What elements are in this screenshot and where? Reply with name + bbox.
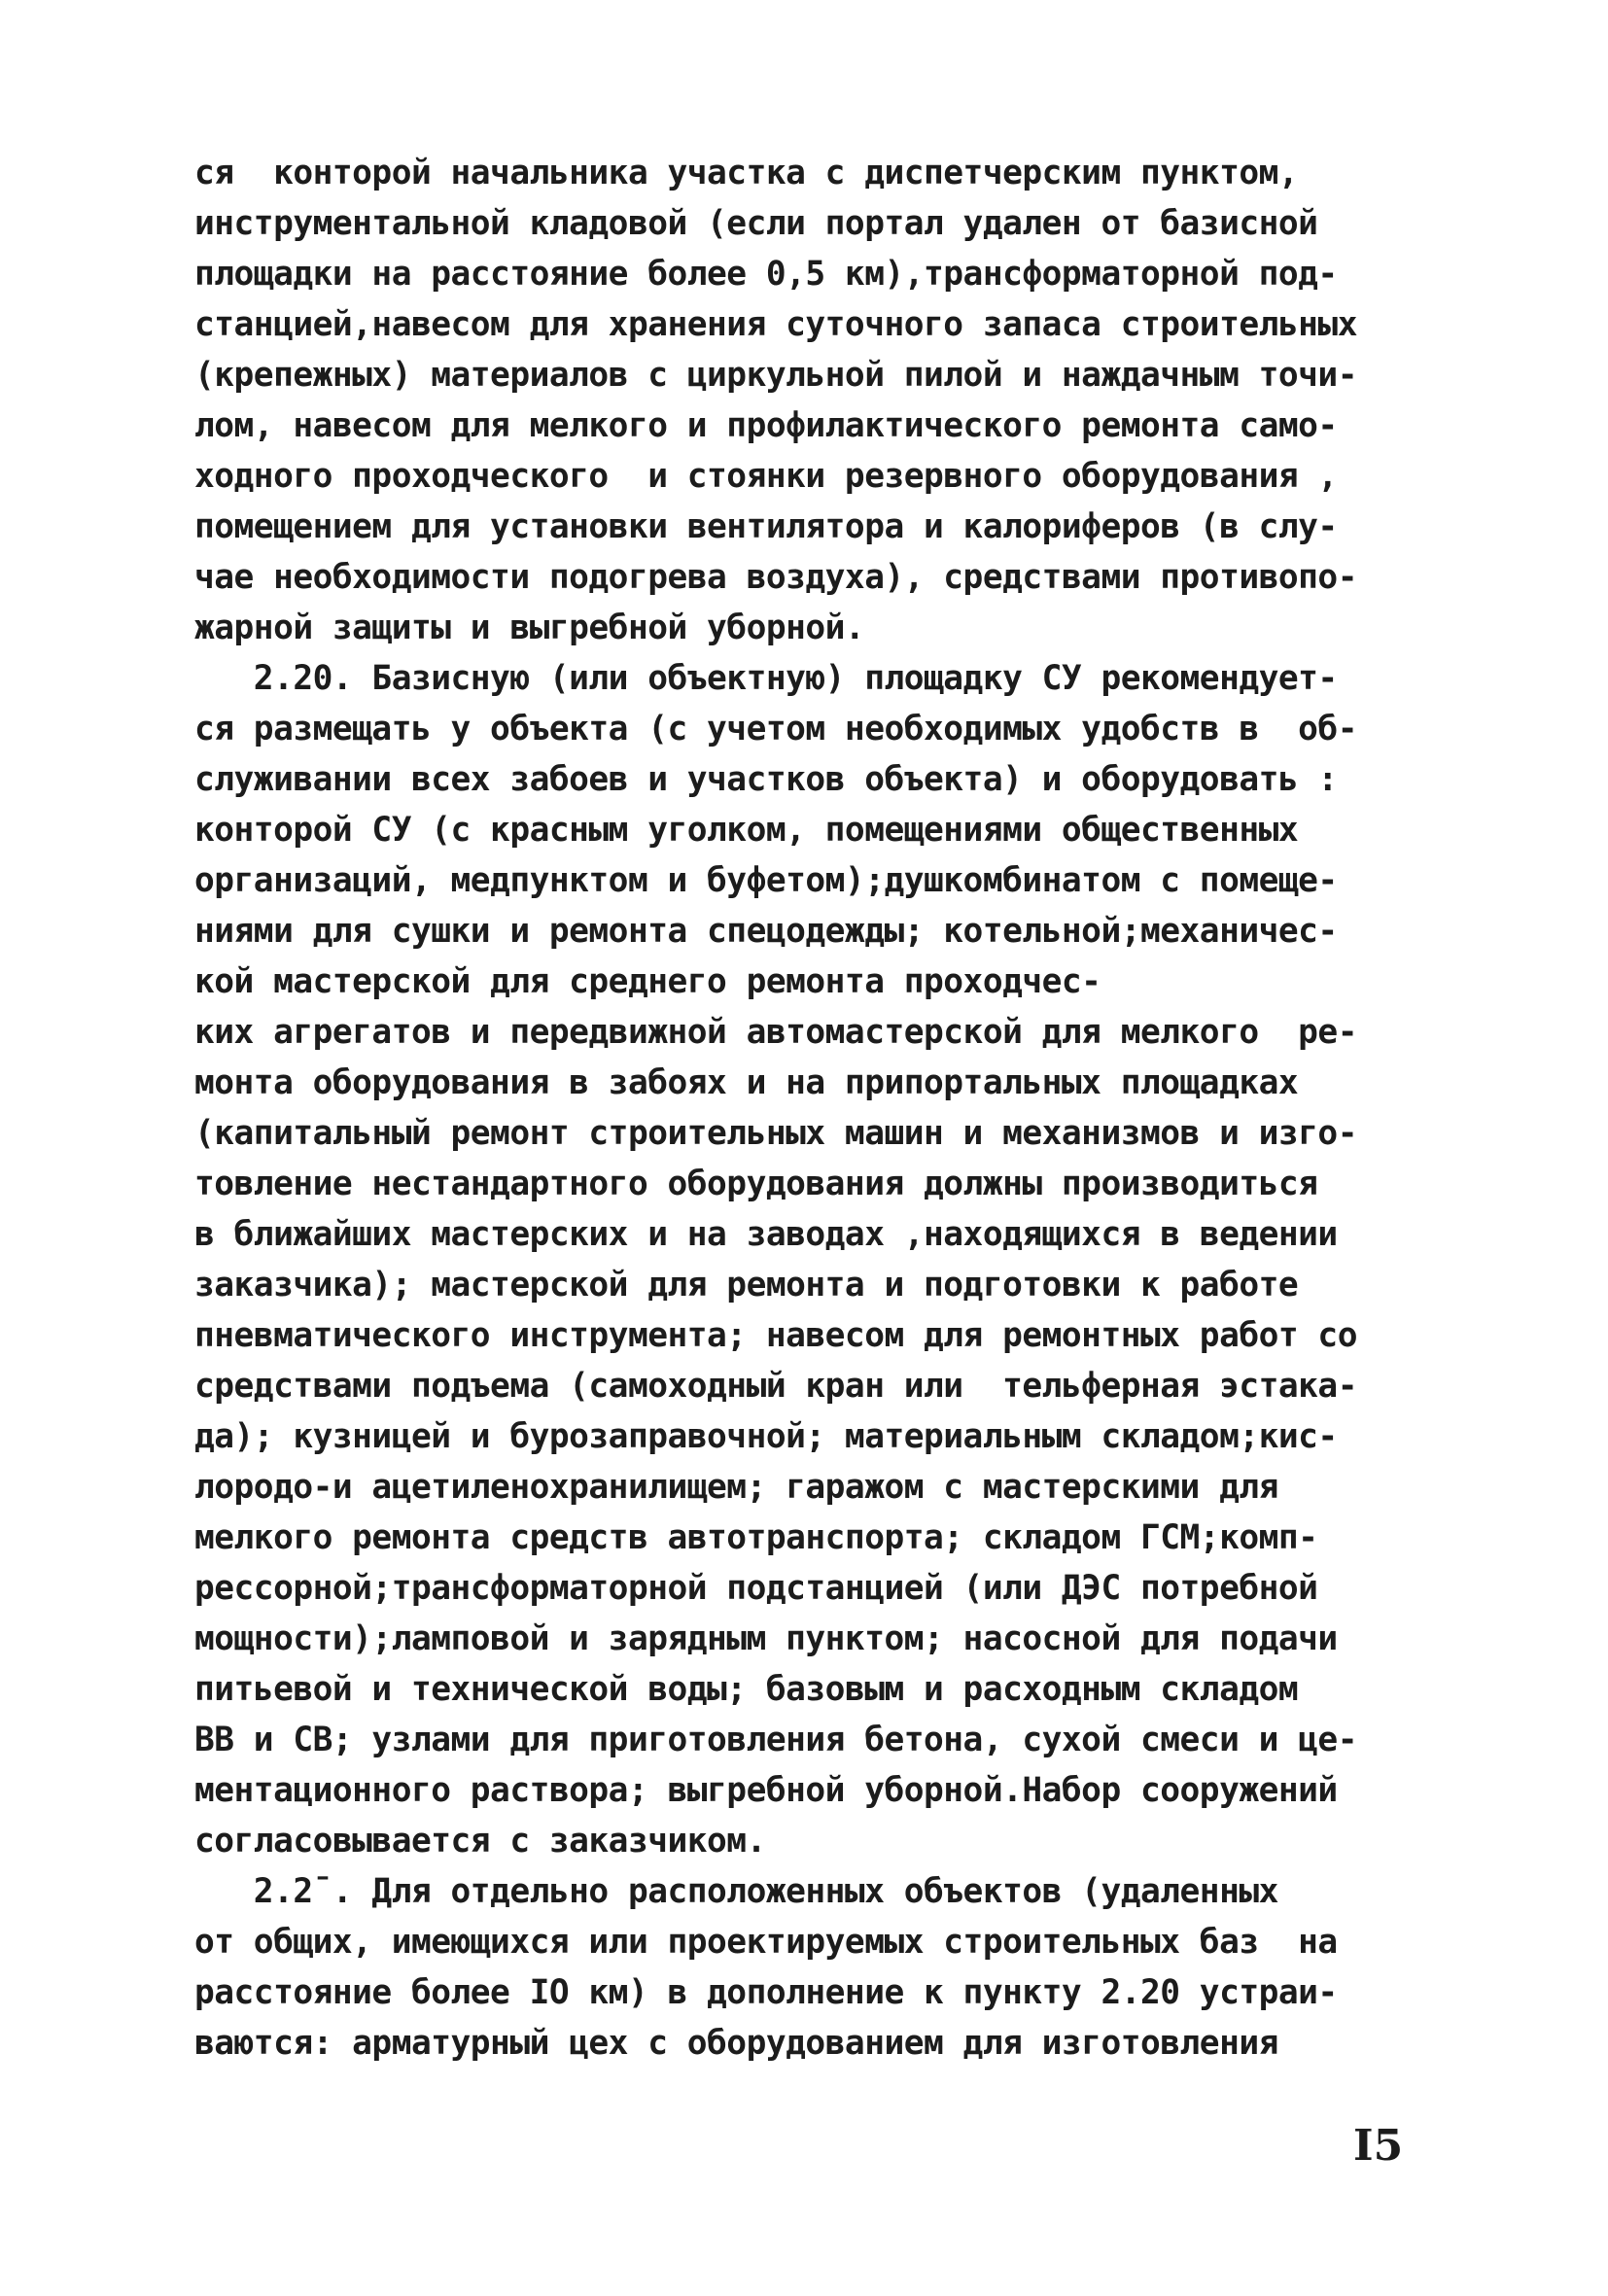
text-line: ваются: арматурный цех с оборудованием для изготовления — [194, 2024, 1278, 2063]
text-line: ся конторой начальника участка с диспетчерским пунктом, — [194, 154, 1299, 192]
text-line: инструментальной кладовой (если портал удален от базисной — [194, 204, 1318, 243]
text-line: жарной защиты и выгребной уборной. — [194, 609, 865, 647]
text-line: питьевой и технической воды; базовым и расходным складом — [194, 1670, 1299, 1709]
text-line: ся размещать у объекта (с учетом необходимых удобств в об- — [194, 710, 1357, 748]
text-line: ВВ и СВ; узлами для приготовления бетона, сухой смеси и це- — [194, 1721, 1357, 1759]
text-line: товление нестандартного оборудования должны производиться — [194, 1165, 1318, 1203]
text-line: кой мастерской для среднего ремонта проходчес- — [194, 962, 1101, 1001]
text-line: пневматического инструмента; навесом для ремонтных работ со — [194, 1316, 1357, 1355]
text-line: 2.2¯. Для отдельно расположенных объектов (удаленных — [194, 1872, 1278, 1911]
text-line: конторой СУ (с красным уголком, помещениями общественных — [194, 811, 1299, 850]
text-line: лом, навесом для мелкого и профилактического ремонта само- — [194, 406, 1338, 445]
text-line: расстояние более IO км) в дополнение к пункту 2.20 устраи- — [194, 1973, 1338, 2012]
text-line: да); кузницей и бурозаправочной; материальным складом;кис- — [194, 1417, 1338, 1456]
text-line: согласовывается с заказчиком. — [194, 1822, 766, 1861]
body-text — [194, 148, 1419, 2069]
text-line: организаций, медпунктом и буфетом);душкомбинатом с помеще- — [194, 861, 1338, 900]
text-line: станцией,навесом для хранения суточного запаса строительных — [194, 305, 1357, 344]
text-line: (крепежных) материалов с циркульной пилой и наждачным точи- — [194, 356, 1357, 395]
text-line: заказчика); мастерской для ремонта и подготовки к работе — [194, 1266, 1299, 1305]
page-number: I5 — [1353, 2121, 1404, 2171]
text-line: в ближайших мастерских и на заводах ,находящихся в ведении — [194, 1215, 1338, 1254]
text-line: ких агрегатов и передвижной автомастерской для мелкого ре- — [194, 1013, 1357, 1052]
text-line: служивании всех забоев и участков объекта) и оборудовать : — [194, 760, 1338, 799]
text-line: лородо-и ацетиленохранилищем; гаражом с мастерскими для — [194, 1468, 1278, 1507]
text-line: чае необходимости подогрева воздуха), средствами противопо- — [194, 558, 1357, 597]
text-line: ходного проходческого и стоянки резервного оборудования , — [194, 457, 1338, 496]
text-line: ниями для сушки и ремонта спецодежды; котельной;механичес- — [194, 912, 1338, 951]
text-line: монта оборудования в забоях и на припортальных площадках — [194, 1063, 1299, 1102]
text-line: мощности);ламповой и зарядным пунктом; насосной для подачи — [194, 1619, 1338, 1658]
text-line: 2.20. Базисную (или объектную) площадку СУ рекомендует- — [194, 659, 1338, 698]
text-line: от общих, имеющихся или проектируемых строительных баз на — [194, 1923, 1338, 1962]
text-line: (капитальный ремонт строительных машин и механизмов и изго- — [194, 1114, 1357, 1153]
text-line: площадки на расстояние более 0,5 км),трансформаторной под- — [194, 255, 1338, 294]
text-line: помещением для установки вентилятора и калориферов (в слу- — [194, 507, 1338, 546]
text-line: мелкого ремонта средств автотранспорта; складом ГСМ;комп- — [194, 1518, 1318, 1557]
text-line: рессорной;трансформаторной подстанцией (или ДЭС потребной — [194, 1569, 1318, 1608]
text-line: ментационного раствора; выгребной уборной.Набор сооружений — [194, 1771, 1338, 1810]
text-line: средствами подъема (самоходный кран или тельферная эстака- — [194, 1367, 1357, 1406]
